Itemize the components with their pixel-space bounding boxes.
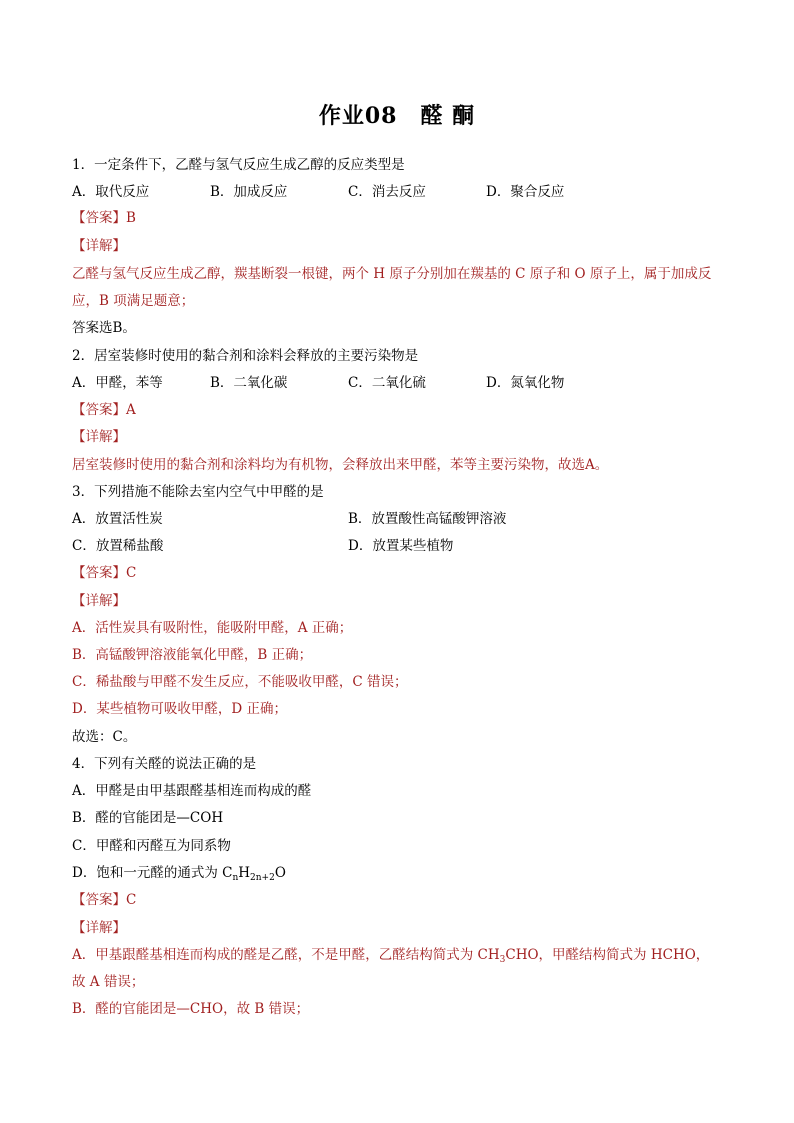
q3-option-c: C．放置稀盐酸 — [72, 538, 164, 554]
question-2-stem: 2．居室装修时使用的黏合剂和涂料会释放的主要污染物是 — [72, 348, 419, 364]
q4-detail-a-subscript: 3 — [499, 955, 506, 965]
q4-detail-a-line-2: 故 A 错误； — [72, 974, 145, 990]
q3-detail-line-1: A．活性炭具有吸附性，能吸附甲醛，A 正确； — [72, 620, 353, 636]
q3-option-b: B．放置酸性高锰酸钾溶液 — [348, 511, 507, 527]
q3-option-d: D．放置某些植物 — [348, 538, 454, 554]
q4-option-d-prefix: D．饱和一元醛的通式为 C — [72, 865, 233, 881]
q4-detail-label: 【详解】 — [72, 920, 126, 936]
q4-detail-a-suffix: CHO，甲醛结构简式为 HCHO， — [505, 947, 710, 963]
q1-detail-label: 【详解】 — [72, 238, 126, 254]
q4-option-d-n: n — [232, 873, 239, 883]
question-3-stem: 3．下列措施不能除去室内空气中甲醛的是 — [72, 484, 324, 500]
q3-option-a: A．放置活性炭 — [72, 511, 163, 527]
question-1-stem: 1．一定条件下，乙醛与氢气反应生成乙醇的反应类型是 — [72, 157, 405, 173]
q1-conclusion: 答案选B。 — [72, 320, 136, 336]
q3-conclusion: 故选：C。 — [72, 729, 137, 745]
q2-detail: 居室装修时使用的黏合剂和涂料均为有机物，会释放出来甲醛，苯等主要污染物，故选A。 — [72, 457, 609, 473]
q4-detail-b: B．醛的官能团是—CHO，故 B 错误； — [72, 1001, 310, 1017]
q3-detail-label: 【详解】 — [72, 593, 126, 609]
q3-detail-line-2: B．高锰酸钾溶液能氧化甲醛，B 正确； — [72, 647, 313, 663]
q4-detail-a-line-1 — [72, 946, 709, 969]
q4-option-b: B．醛的官能团是—COH — [72, 810, 224, 826]
page-title: 作业08 醛 酮 — [318, 103, 476, 129]
q1-detail-line-1: 乙醛与氢气反应生成乙醇，羰基断裂一根键，两个 H 原子分别加在羰基的 C 原子和 O 原子上，属于加成反 — [72, 266, 712, 282]
q4-answer: 【答案】C — [72, 892, 137, 908]
q2-option-c: C．二氧化硫 — [348, 375, 426, 391]
q4-option-d-h: H — [238, 865, 251, 881]
q4-option-c: C．甲醛和丙醛互为同系物 — [72, 838, 231, 854]
q3-detail-line-4: D．某些植物可吸收甲醛，D 正确； — [72, 701, 287, 717]
q4-option-d-subscript: 2n+2 — [250, 873, 275, 883]
q1-option-a: A．取代反应 — [72, 184, 150, 200]
q3-detail-line-3: C．稀盐酸与甲醛不发生反应，不能吸收甲醛，C 错误； — [72, 674, 408, 690]
q1-option-b: B．加成反应 — [210, 184, 288, 200]
q2-answer: 【答案】A — [72, 402, 136, 418]
q4-detail-a-prefix: A．甲基跟醛基相连而构成的醛是乙醛，不是甲醛，乙醛结构简式为 CH — [72, 947, 500, 963]
q1-option-d: D．聚合反应 — [486, 184, 565, 200]
question-4-stem: 4．下列有关醛的说法正确的是 — [72, 756, 257, 772]
q3-answer: 【答案】C — [72, 565, 137, 581]
q2-detail-label: 【详解】 — [72, 429, 126, 445]
q2-option-d: D．氮氧化物 — [486, 375, 565, 391]
q4-option-a: A．甲醛是由甲基跟醛基相连而构成的醛 — [72, 783, 312, 799]
q1-answer: 【答案】B — [72, 210, 136, 226]
q1-detail-line-2: 应，B 项满足题意； — [72, 293, 195, 309]
q2-option-b: B．二氧化碳 — [210, 375, 288, 391]
q2-option-a: A．甲醛，苯等 — [72, 375, 163, 391]
q4-option-d-o: O — [274, 865, 286, 881]
q1-option-c: C．消去反应 — [348, 184, 426, 200]
q4-option-d — [72, 864, 286, 887]
